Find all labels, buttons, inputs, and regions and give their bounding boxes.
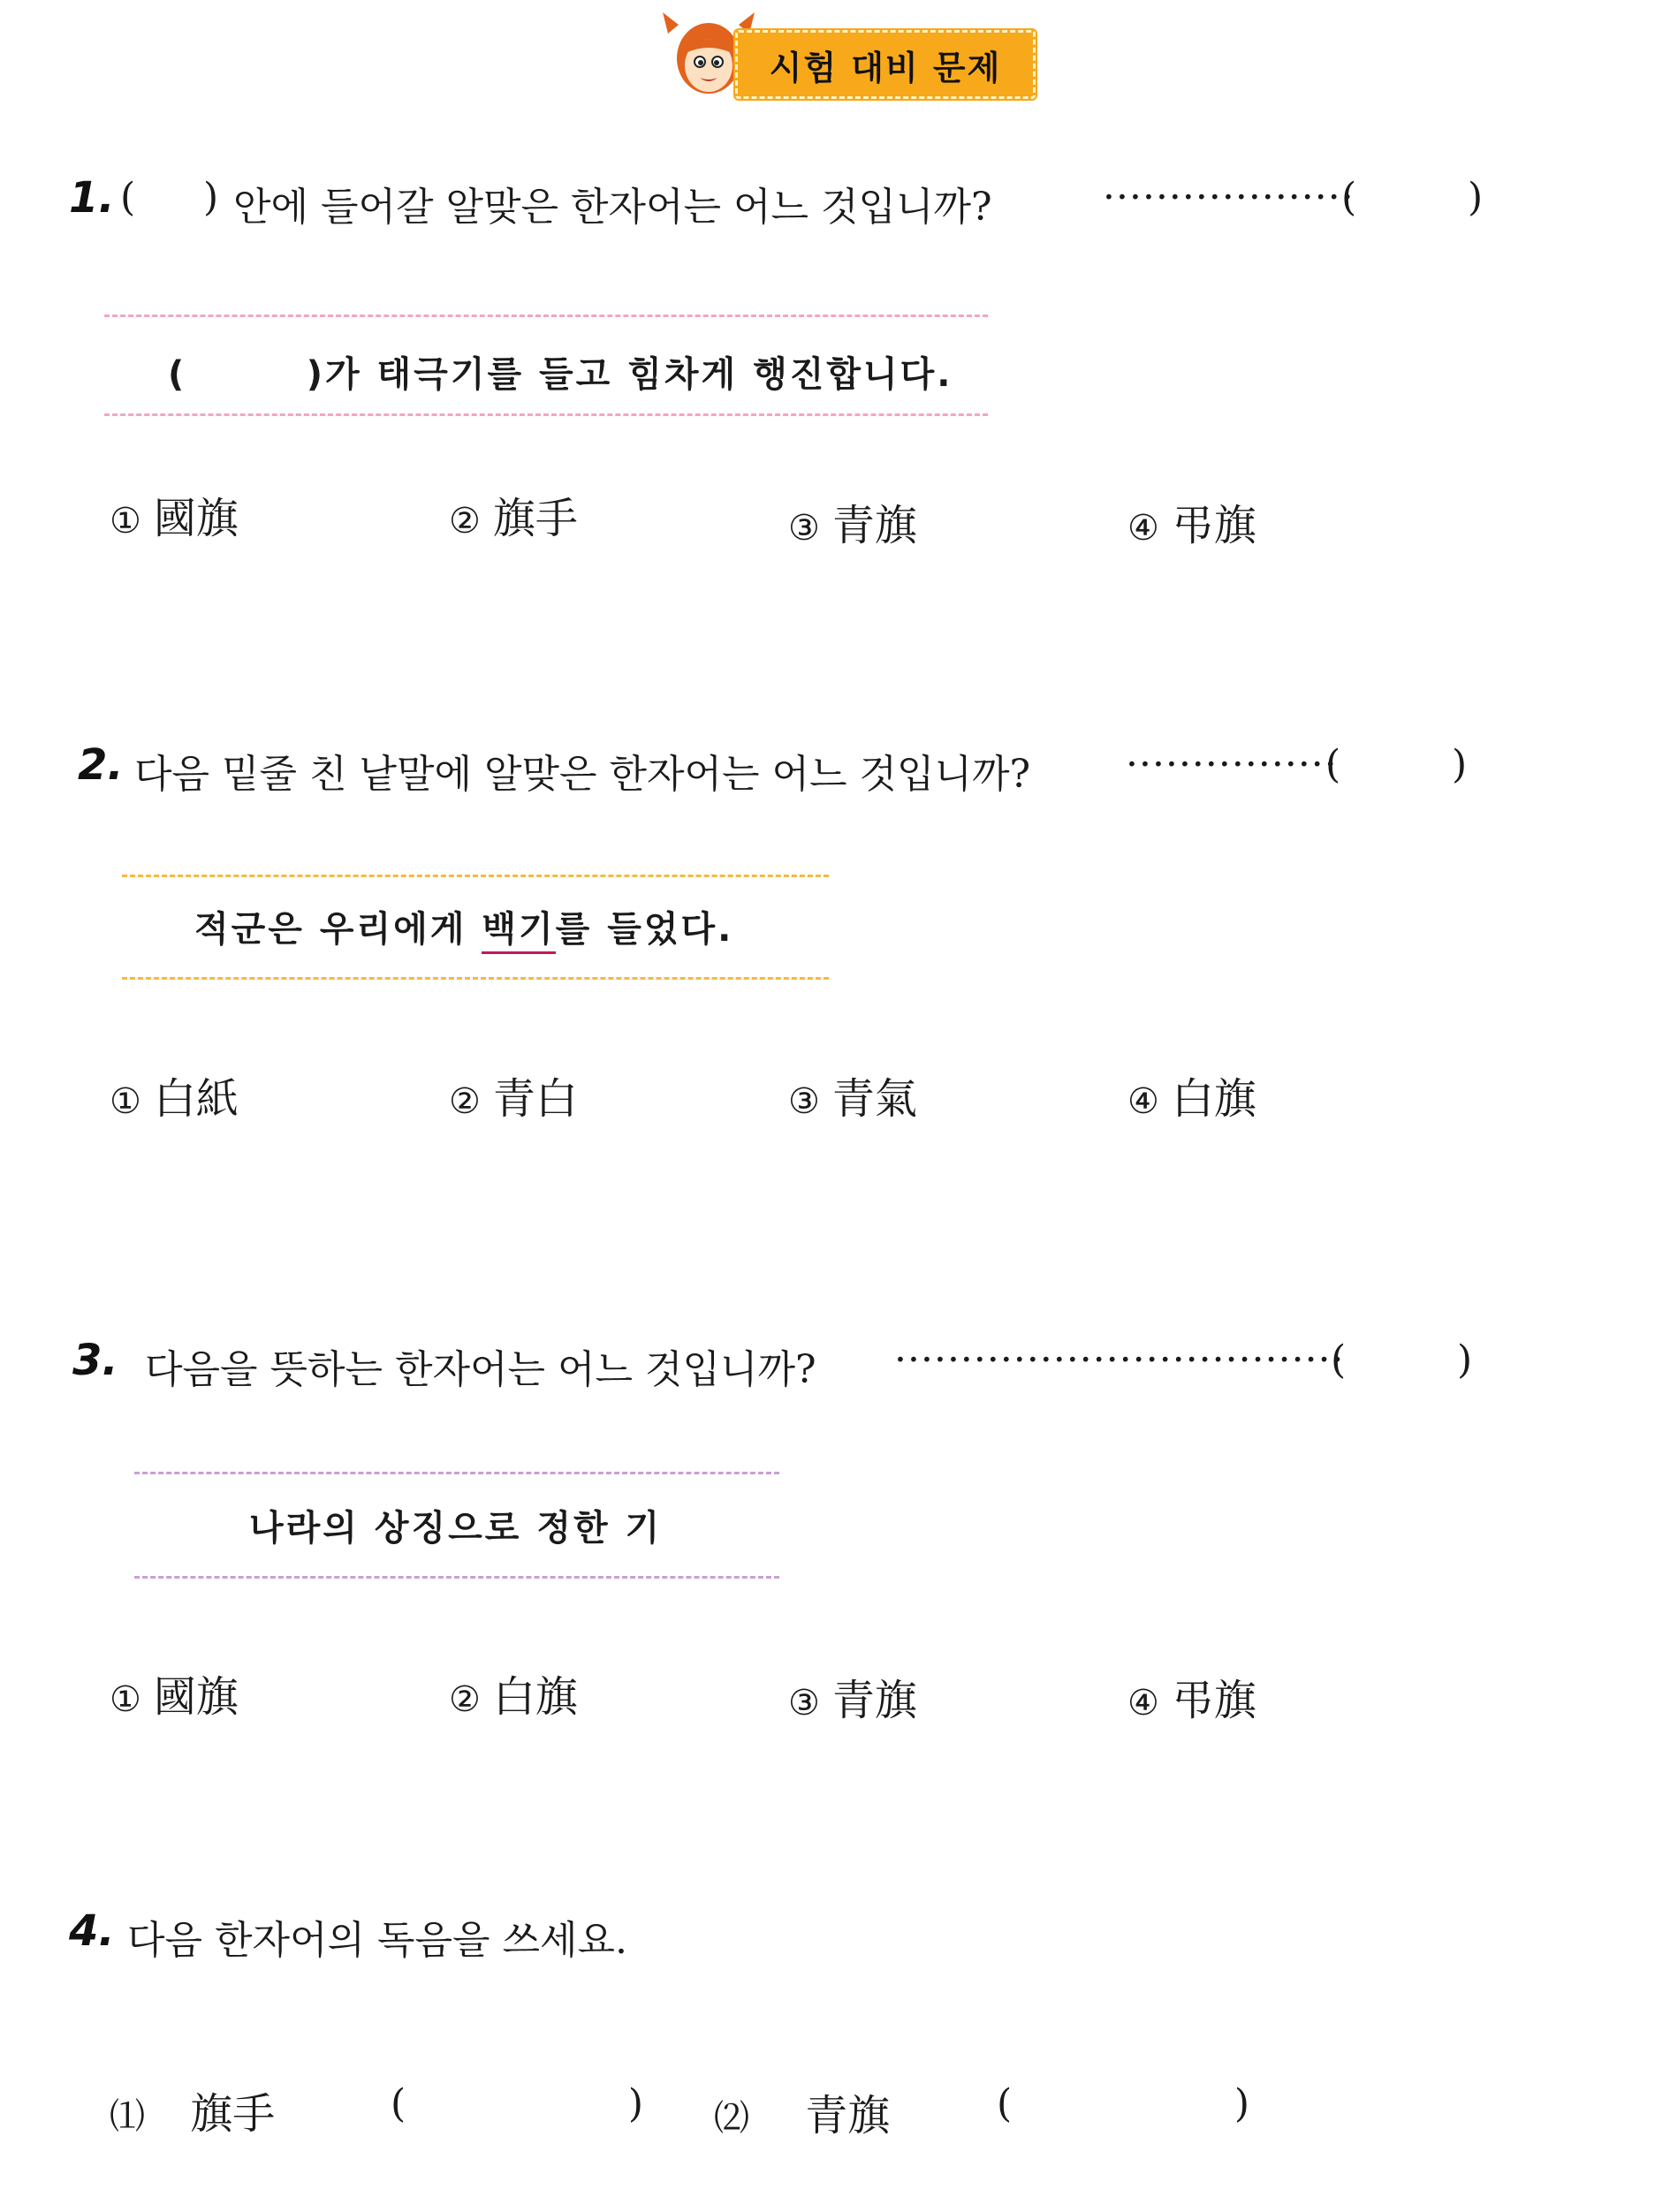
answer-blank[interactable]: ( ) bbox=[1341, 175, 1484, 220]
choice-text: 白旗 bbox=[1171, 1074, 1256, 1124]
reading-item-2 bbox=[714, 2081, 890, 2142]
choice-2[interactable] bbox=[449, 484, 578, 545]
choice-1[interactable] bbox=[110, 1064, 239, 1125]
choice-mark: ③ bbox=[788, 1683, 820, 1723]
choice-text: 白紙 bbox=[153, 1074, 239, 1124]
choice-text: 青旗 bbox=[831, 501, 917, 550]
choice-text: 旗手 bbox=[492, 494, 578, 543]
item-mark: ⑵ bbox=[714, 2098, 749, 2139]
question-3 bbox=[72, 1336, 1575, 1398]
choice-2[interactable] bbox=[449, 1663, 578, 1723]
sentence-part: 적군은 우리에게 bbox=[194, 909, 482, 950]
answer-blank[interactable]: ( ) bbox=[1331, 1337, 1473, 1382]
choice-4[interactable] bbox=[1127, 1666, 1256, 1727]
choice-mark: ① bbox=[110, 1081, 141, 1122]
choice-mark: ② bbox=[449, 1679, 481, 1720]
choice-text: 青白 bbox=[492, 1074, 578, 1124]
question-text: 다음 한자어의 독음을 쓰세요. bbox=[127, 1918, 627, 1963]
question-number: 1. bbox=[69, 173, 115, 223]
box-top-border bbox=[104, 314, 988, 317]
box-top-border bbox=[122, 875, 829, 877]
example-sentence: 나라의 상징으로 정한 기 bbox=[249, 1508, 663, 1549]
leader-dots: ·································· bbox=[894, 1337, 1345, 1382]
item-hanja: 旗手 bbox=[190, 2089, 276, 2139]
choice-text: 青旗 bbox=[831, 1676, 917, 1725]
choice-4[interactable] bbox=[1127, 1064, 1256, 1125]
box-bottom-border bbox=[122, 977, 829, 980]
choice-4[interactable] bbox=[1127, 491, 1256, 552]
open-paren: ( bbox=[120, 175, 136, 220]
choice-mark: ② bbox=[449, 501, 481, 542]
choice-3[interactable] bbox=[788, 1666, 917, 1727]
choice-text: 國旗 bbox=[153, 494, 239, 543]
reading-blank-1[interactable]: ( ) bbox=[391, 2081, 644, 2126]
choice-mark: ① bbox=[110, 1679, 141, 1720]
choice-1[interactable] bbox=[110, 1663, 239, 1723]
close-paren: ) bbox=[203, 175, 219, 220]
example-sentence bbox=[194, 901, 733, 951]
question-number: 2. bbox=[78, 740, 124, 790]
box-top-border bbox=[134, 1472, 779, 1474]
answer-blank[interactable]: ( ) bbox=[1325, 742, 1468, 787]
leader-dots: ··················· bbox=[1103, 175, 1355, 220]
section-header bbox=[661, 7, 1050, 102]
question-text: 안에 들어갈 알맞은 한자어는 어느 것입니까? bbox=[233, 185, 992, 230]
question-4 bbox=[69, 1906, 1571, 1968]
page-title: 시험 대비 문제 bbox=[769, 48, 1002, 87]
choice-text: 青氣 bbox=[831, 1074, 917, 1124]
choice-mark: ② bbox=[449, 1081, 481, 1122]
choice-mark: ④ bbox=[1127, 1081, 1159, 1122]
reading-blank-2[interactable]: ( ) bbox=[997, 2081, 1250, 2126]
choice-mark: ③ bbox=[788, 1081, 820, 1122]
box-bottom-border bbox=[104, 413, 988, 416]
box-bottom-border bbox=[134, 1576, 779, 1579]
choice-mark: ③ bbox=[788, 508, 820, 549]
choice-mark: ④ bbox=[1127, 1683, 1159, 1723]
choice-text: 白旗 bbox=[492, 1672, 578, 1722]
choice-1[interactable] bbox=[110, 484, 239, 545]
question-text: 다음을 뜻하는 한자어는 어느 것입니까? bbox=[145, 1347, 816, 1392]
question-1 bbox=[69, 173, 1571, 235]
choice-text: 國旗 bbox=[153, 1672, 239, 1722]
question-number: 4. bbox=[69, 1906, 115, 1956]
choice-mark: ④ bbox=[1127, 508, 1159, 549]
question-2 bbox=[78, 740, 1580, 802]
question-number: 3. bbox=[72, 1336, 118, 1385]
choice-text: 弔旗 bbox=[1171, 1676, 1256, 1725]
title-badge bbox=[735, 30, 1036, 99]
leader-dots: ················ bbox=[1126, 742, 1338, 787]
choice-2[interactable] bbox=[449, 1064, 578, 1125]
choice-text: 弔旗 bbox=[1171, 501, 1256, 550]
item-mark: ⑴ bbox=[110, 2096, 145, 2137]
underlined-word: 백기 bbox=[482, 909, 555, 954]
example-sentence: ( )가 태극기를 들고 힘차게 행진합니다. bbox=[168, 354, 953, 395]
item-hanja: 青旗 bbox=[805, 2091, 891, 2140]
question-text: 다음 밑줄 친 낱말에 알맞은 한자어는 어느 것입니까? bbox=[134, 752, 1031, 797]
sentence-part: 를 들었다. bbox=[555, 909, 734, 950]
choice-mark: ① bbox=[110, 501, 141, 542]
reading-item-1 bbox=[110, 2079, 275, 2140]
choice-3[interactable] bbox=[788, 1064, 917, 1125]
choice-3[interactable] bbox=[788, 491, 917, 552]
